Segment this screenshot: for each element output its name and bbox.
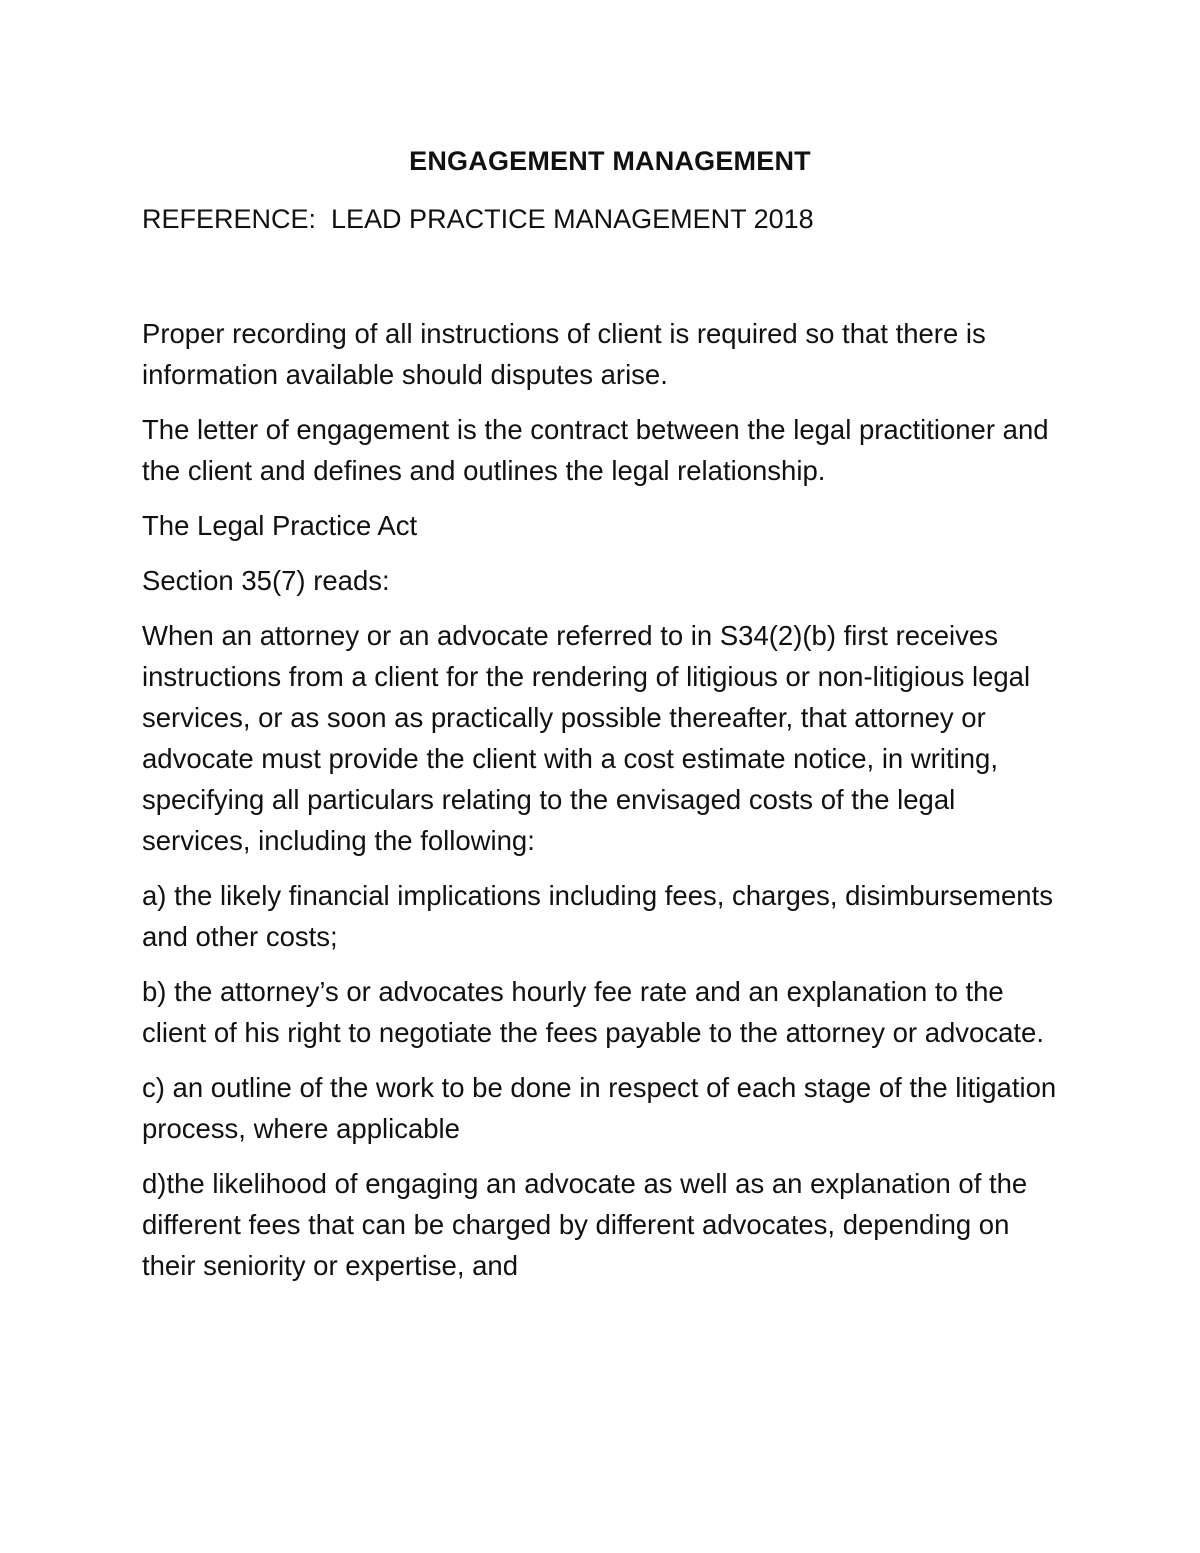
document-body (142, 313, 1062, 1300)
paragraph-legal-practice-act: The Legal Practice Act (142, 510, 418, 541)
reference-line: REFERENCE: LEAD PRACTICE MANAGEMENT 2018 (142, 204, 814, 234)
paragraph-section-heading: Section 35(7) reads: (142, 565, 390, 596)
list-item-d: d)the likelihood of engaging an advocate as well as an explanation of the different fees that can be charged by different advocates, depending on their seniority or expertise, and (142, 1168, 1028, 1281)
list-item-c: c) an outline of the work to be done in respect of each stage of the litigation process, where applicable (142, 1072, 1057, 1144)
document-title: ENGAGEMENT MANAGEMENT (409, 146, 811, 176)
paragraph-recording-instructions: Proper recording of all instructions of client is required so that there is information available should disputes arise. (142, 318, 986, 390)
paragraph-letter-of-engagement: The letter of engagement is the contract between the legal practitioner and the client and defines and outlines the legal relationship. (142, 414, 1049, 486)
paragraph-section-text: When an attorney or an advocate referred to in S34(2)(b) first receives instructions from a client for the rendering of litigious or non-litigious legal services, or as soon as practically possible thereafter, that attorney or advocate must provide the client with a cost estimate notice, in writing, specifying all particulars relating to the envisaged costs of the legal services, including the following: (142, 620, 1031, 856)
list-item-b: b) the attorney’s or advocates hourly fee rate and an explanation to the client of his right to negotiate the fees payable to the attorney or advocate. (142, 976, 1044, 1048)
list-item-a: a) the likely financial implications including fees, charges, disimbursements and other costs; (142, 880, 1053, 952)
